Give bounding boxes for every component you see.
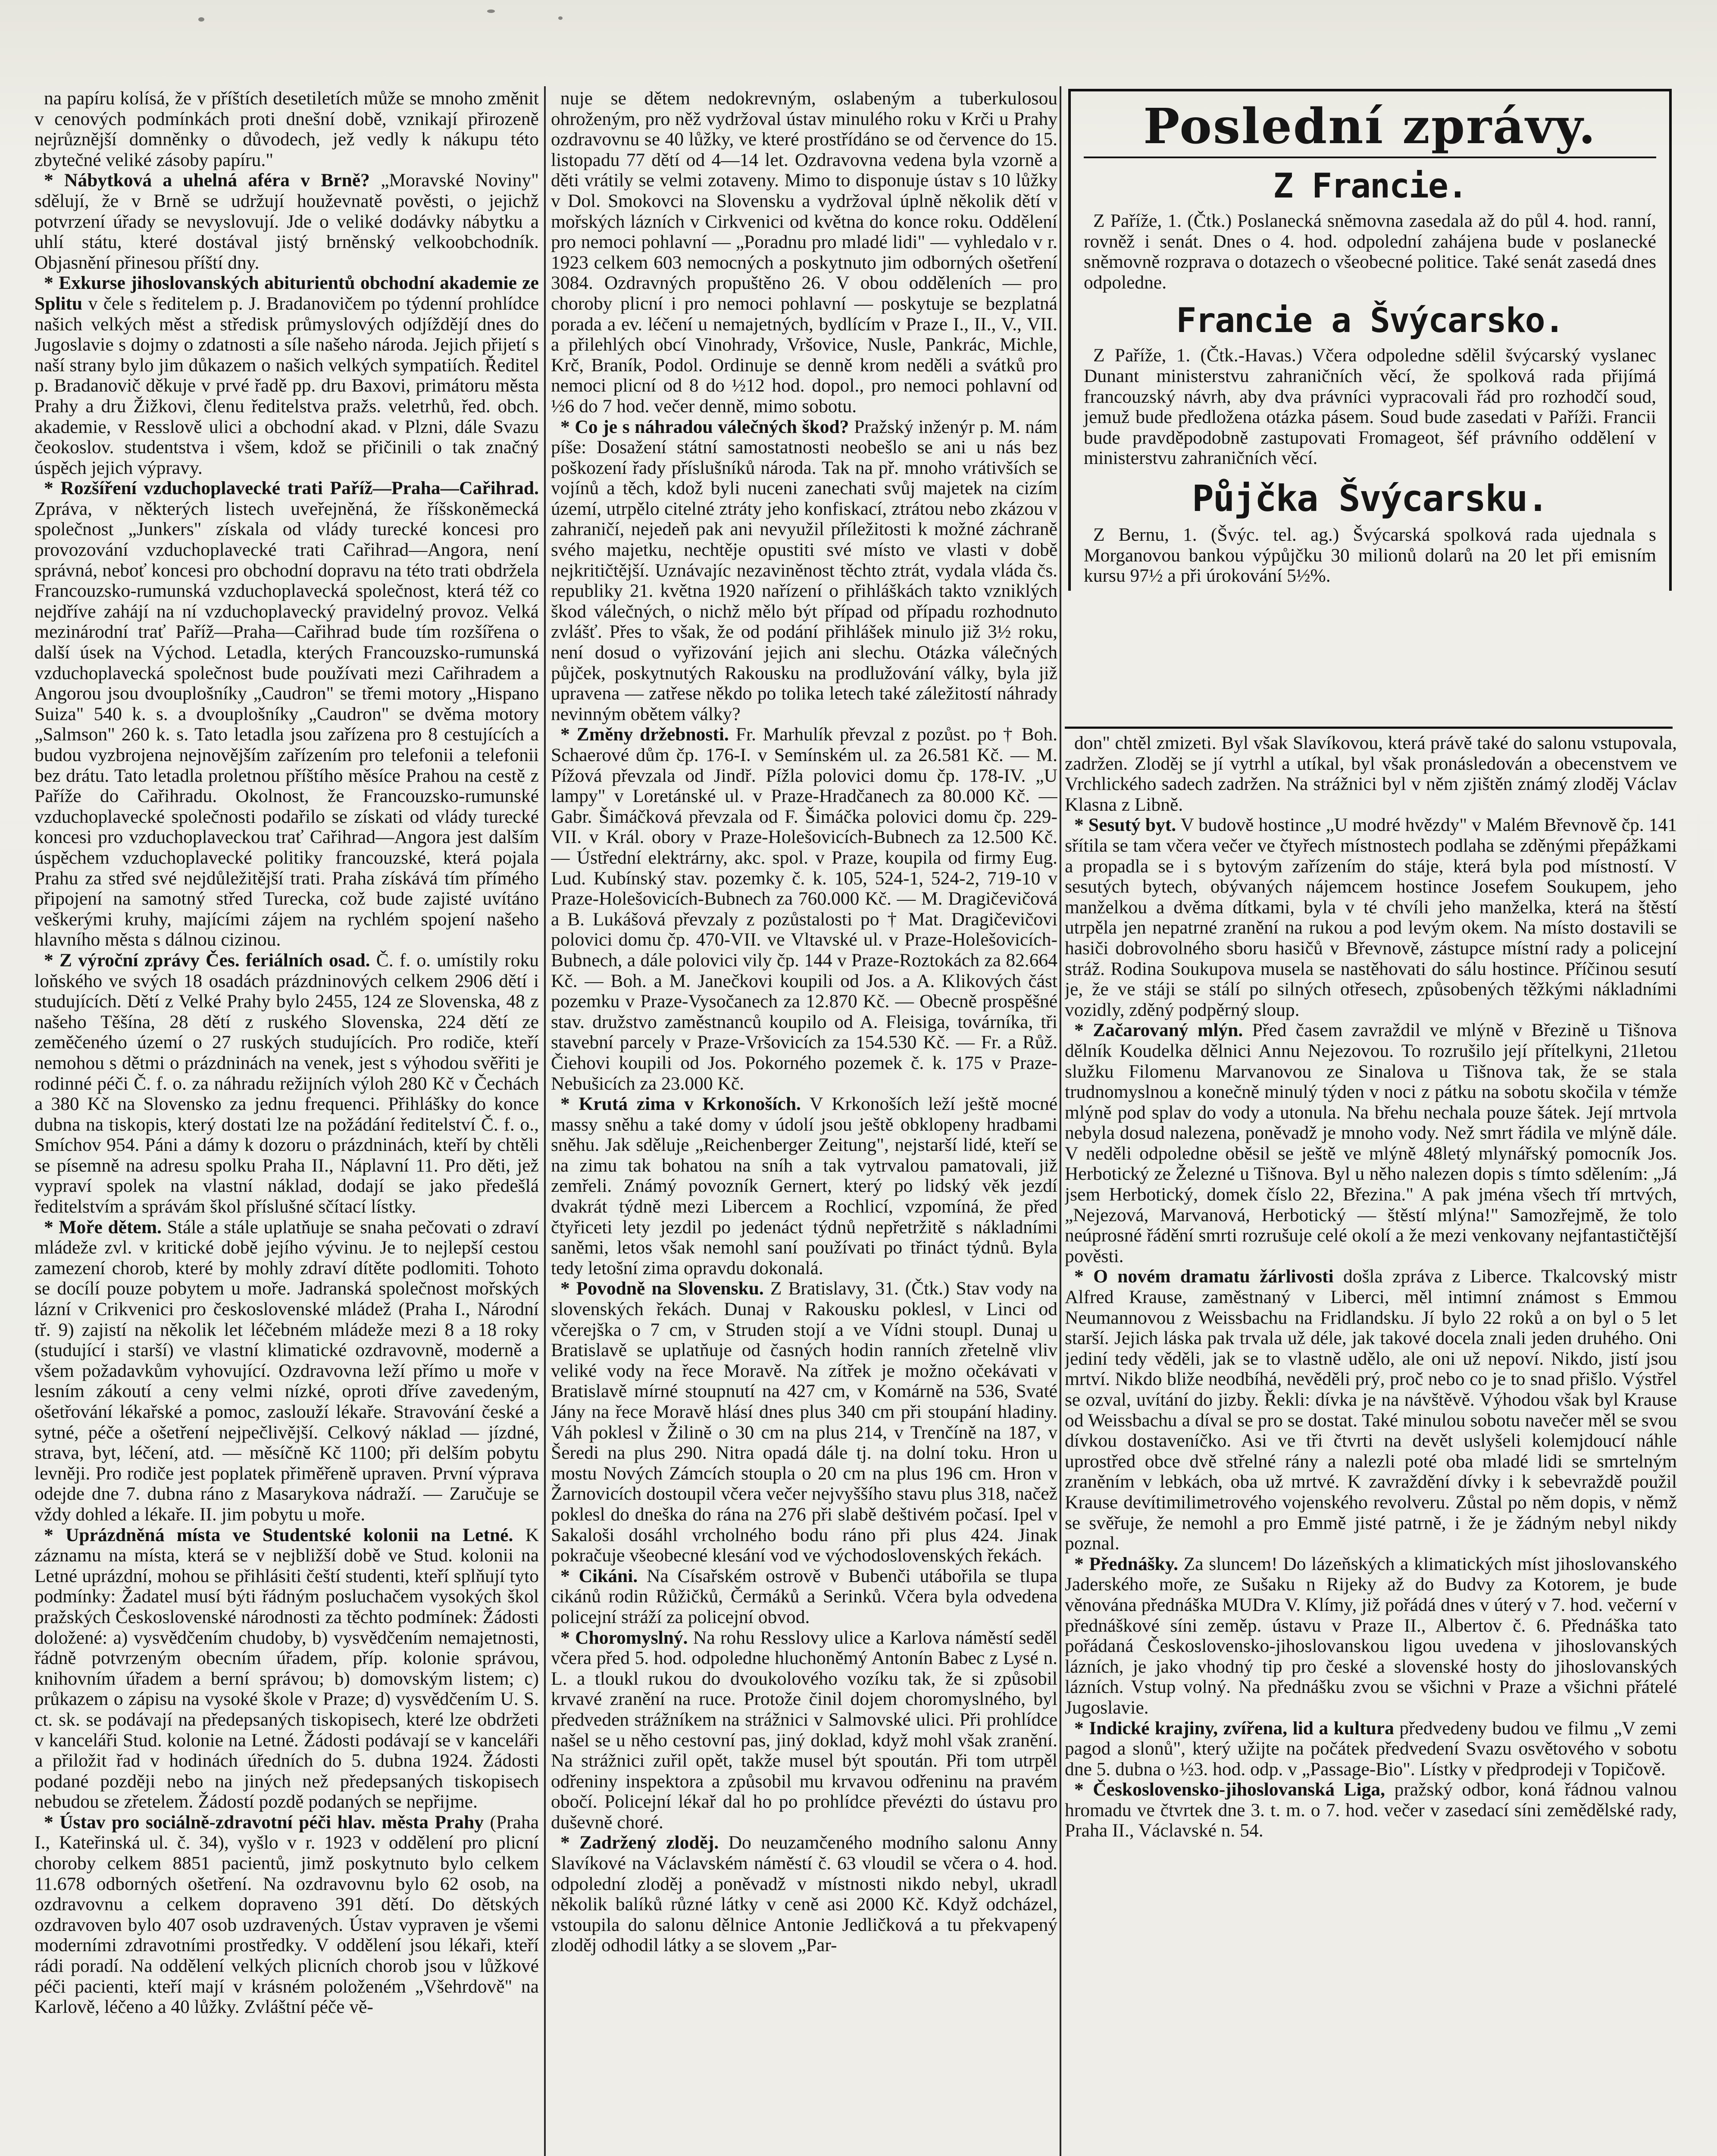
article-text: don" chtěl zmizeti. Byl však Slavíkovou, která právě také do salonu vstupovala, zadržen. Zloděj se jí vytrhl a utíkal, byl však pronásledován a obecenstvem ve Vrchlického sadech zadržen. Na strážnici byl v něm zjištěn známý zloděj Václav Klasna z Libně. [1065,733,1677,815]
article-headline: * Choromyslný. [560,1627,688,1648]
article-text: Za sluncem! Do lázeňských a klimatických míst jihoslovanského Jaderského moře, ze Sušaku n Rijeky až do Budvy za Kotorem, je bude věnována přednáška MUDra V. Klímy, již pořádá dnes v úterý v 7. hod. večerní v přednáškové síni zeměp. ústavu v Praze II., Albertov č. 6. Přednáška tato pořádaná Československo-jihoslovanskou ligou uvedena v jihoslovanských lázních, je jako vhodný tip pro české a slovenské hosty do jihoslovanských lázních. Vstup volný. Na přednášku zvou se všichni v Praze a všichni přátelé Jugoslavie. [1065,1553,1677,1718]
article-text: v čele s ředitelem p. J. Bradanovičem po týdenní prohlídce našich velkých měst a středisk průmyslových odjíždějí dnes do Jugoslavie s dojmy o zdatnosti a síle našeho národa. Jejich přijetí s naší strany bylo jim důkazem o našich velkých sympatiích. Ředitel p. Bradanovič děkuje v prvé řadě pp. dru Baxovi, primátoru města Prahy a dru Žižkovi, členu ředitelstva pražs. veletrhů, řed. obch. akademie, v Resslově ulici a obchodní akad. v Plzni, dále Svazu čeokoslov. studentstva i všem, kdož se přičinili o tak značný úspěch jejich výpravy. [34,293,539,478]
article-paragraph [1065,1780,1677,1841]
section-title-france: Z Francie. [1273,167,1467,206]
article-paragraph [34,273,539,478]
article-text: K záznamu na místa, která se v nejbližší době ve Stud. kolonii na Letné uprázdní, mohou se přihlásiti čeští studenti, kteří splňují tyto podmínky: Žadatel musí býti řádným posluchačem vysokých škol pražských Československé národnosti za těchto podmínek: Žádosti doložené: a) vysvědčením chudoby, b) vysvědčením nemajetnosti, řádně potvrzeným obecním úřadem, příp. kolonie správou, knihovním úřadem a berní správou; b) domovským listem; c) průkazem o zápisu na vysoké škole v Praze; d) vysvědčením U. S. ct. sk. se podávají na předepsaných tiskopisech, které lze obdržeti v kanceláři Stud. kolonie na Letné. Žádosti podávají se v kanceláři a přiložit řad v hodinách úředních do 5. dubna 1924. Žádosti podané později nebo na jiných než předepsaných tiskopisech nebudou se zřetelem. Žádostí pozdě podaných se nepřijme. [34,1524,539,1812]
article-paragraph [34,170,539,273]
article-headline: * Exkurse jihoslovanských abiturientů obchodní akademie ze Splitu [34,273,539,314]
section-text-france-switzerland: Z Paříže, 1. (Čtk.-Havas.) Včera odpoledne sdělil švýcarský vyslanec Dunant ministerstvu zahraničních věcí, že spolková rada přijímá francouzský návrh, aby dva právníci vypracovali řád pro rozhodčí soud, jemuž bude předložena otázka pásem. Soud bude zasedati v Paříži. Francii bude pravděpodobně zastupovati Fromageot, šéf právního oddělení v ministerstvu zahraničních věcí. [1084,345,1656,469]
article-text: nuje se dětem nedokrevným, oslabeným a tuberkulosou ohroženým, pro něž vydržoval ústav minulého roku v Krči u Prahy ozdravovnu se 40 lůžky, ve které prostřídáno se od července do 15. listopadu 77 dětí od 4—14 let. Ozdravovna vedena byla vzorně a děti vrátily se velmi zotaveny. Mimo to disponuje ústav s 10 lůžky v Dol. Smokovci na Slovensku a vydržoval úplně několik dětí v mořských lázních v Cirkvenici od května do konce roku. Oddělení pro nemoci pohlavní — „Poradnu pro mladé lidi" — vyhledalo v r. 1923 celkem 603 nemocných a poskytnuto jim odborných ošetření 3084. Ozdravných propuštěno 26. V obou odděleních — pro choroby plicní i pro nemoci pohlavní — poskytuje se bezplatná porada a ev. léčení u nemajetných, bydlícím v Praze I., II., V., VII. a přilehlých obcí Vinohrady, Vršovice, Nusle, Pankrác, Michle, Krč, Braník, Podol. Ordinuje se denně krom neděli a svátků pro nemoci plicní od 8 do ½12 hod. dopol., pro nemoci pohlavní od ½6 do 7 hod. večer denně, mimo sobotu. [551,88,1057,417]
article-headline: * Cikáni. [560,1565,638,1586]
section-title-france-switzerland: Francie a Švýcarsko. [1176,301,1564,341]
article-paragraph [551,1833,1057,1956]
article-text: V Krkonoších leží ještě mocné massy sněhu a také domy v údolí jsou ještě obklopeny hradbami sněhu. Jak sděluje „Reichenberger Zeitung", nejstarší lidé, kteří se na zimu tak bohatou na sníh a tak vytrvalou pamatovali, již zemřeli. Známý povozník Gernert, který po lidský věk jezdí dvakrát týdně mezi Libercem a Rochlicí, vzpomíná, že před čtyřiceti lety jezdil po jedenáct týdnů nepřetržitě s nákladními saněmi, letos však nemohl saní používati po třináct týdnů. Byla tedy letošní zima opravdu dokonalá. [551,1094,1057,1279]
latest-news-box [1068,89,1672,723]
article-paragraph [551,88,1057,417]
article-text: na papíru kolísá, že v příštích desetiletích může se mnoho změnit v cenových podmínkách proti dnešní době, vznikají přirozeně nejrůznější domněnky o důvodech, jež vedly k nákupu této zbytečné veliké zásoby papíru." [34,88,539,170]
section-title-swiss-loan: Půjčka Švýcarsku. [1192,477,1548,520]
article-text: Před časem zavraždil ve mlýně v Březině u Tišnova dělník Koudelka dělnici Annu Nejezovou. To rozrušilo její přítelkyni, 21letou služku Filomenu Marvanovou ze Sinalova u Tišnova tak, že se stala trudnomyslnou a konečně minulý týden v noci z pátku na sobotu skočila v témže mlýně pod splav do vody a utonula. Na břehu nechala pouze šátek. Její mrtvola nebyla dosud nalezena, poněvadž je mnoho vody. Než smrt řádila ve mlýně dále. V neděli odpoledne oběsil se ještě ve mlýně 48letý mlynářský pomocník Jos. Herbotický ze Železné u Tišnova. Byl u něho nalezen dopis s tímto sdělením: „Já jsem Herbotický, domek číslo 22, Březina." A pak jména všech tří mrtvých, „Nejezová, Marvanová, Herbotický — štěstí mlýna!" Samozřejmě, že tolo neúprosné řádění smrti rozrušuje celé okolí a že mezi venkovany nejfantastičtější pověsti. [1065,1020,1677,1266]
column-rule [544,86,546,2156]
column-rule [1060,86,1061,2156]
article-text: předvedeny budou ve filmu „V zemi pagod a slonů", který užijte na počátek předvedení Svazu osvětového v sobotu dne 5. dubna o ½3. hod. odp. v „Passage-Bio". Lístky v předprodeji v Topičově. [1065,1717,1677,1780]
article-paragraph [34,478,539,950]
article-paragraph [1065,733,1677,815]
section-text-swiss-loan: Z Bernu, 1. (Švýc. tel. ag.) Švýcarská spolková rada ujednala s Morganovou bankou výpůjčku 30 milionů dolarů na 20 let při emisním kursu 97½ a při úrokování 5½%. [1084,524,1656,586]
latest-news-frame [1068,89,1672,591]
article-paragraph [551,1279,1057,1566]
article-headline: * Povodně na Slovensku. [560,1278,764,1299]
article-headline: * Uprázdněná místa ve Studentské kolonii na Letné. [44,1524,513,1545]
article-headline: * Začarovaný mlýn. [1074,1020,1243,1041]
article-text: Č. f. o. umístily roku loňského ve svých 18 osadách prázdninových celkem 2906 dětí i studujících. Dětí z Velké Prahy bylo 2455, 124 ze Slovenska, 48 z našeho Těšína, 28 dětí z ruského Slovenska, 224 dětí ze zeměčeného území o 27 ruských studujících. Pro rodiče, kteří nemohou s dětmi o prázdninách na venek, jest s výhodou svěřiti je rodinné péči Č. f. o. za náhradu režijních výloh 280 Kč v Čechách a 380 Kč na Slovensko za jednu frequenci. Přihlášky do konce dubna na tiskopis, který dostati lze na požádání ředitelství Č. f. o., Smíchov 954. Páni a dámy k dozoru o prázdninách, kteří by chtěli se písemně na adresu spolku Praha II., Náplavní 11. Pro děti, jež vypraví spolek na vlastní náklad, dodají se jako předešlá ředitelstvím a správám škol příslušné sčítací lístky. [34,950,539,1217]
article-text: Fr. Marhulík převzal z pozůst. po † Boh. Schaerové dům čp. 176-I. v Semínském ul. za 26.581 Kč. — M. Pížová převzala od Jindř. Pížla polovici domu čp. 178-IV. „U lampy" v Loretánské ul. v Praze-Hradčanech za 80.000 Kč. — Gabr. Šimáčková převzala od F. Šimáčka polovici domu čp. 229-VII. v Král. obory v Praze-Holešovicích-Bubnech za 12.500 Kč. — Ústřední elektrárny, akc. spol. v Praze, koupila od firmy Eug. Lud. Kubínský stav. pozemky č. k. 105, 524-1, 524-2, 719-10 v Praze-Holešovicích-Bubnech za 760.000 Kč. — M. Dragičevičová a B. Lukášová převzaly z pozůstalosti po † Mat. Dragičevičovi polovici domu čp. 470-VII. ve Vltavské ul. v Praze-Holešovicích-Bubnech, a dále polovici vily čp. 144 v Praze-Roztokách za 82.664 Kč. — Boh. a M. Janečkovi koupili od Jos. a A. Klikových část pozemku v Praze-Vysočanech za 12.870 Kč. — Obecně prospěšné stav. družstvo zaměstnanců koupilo od A. Fleisiga, továrníka, tři stavební parcely v Praze-Vršovicích za 154.530 Kč. — Fr. a Růž. Čiehovi koupili od Jos. Pokorného pozemek č. k. 175 v Praze-Nebušicích za 23.000 Kč. [551,724,1057,1094]
article-text: Stále a stále uplatňuje se snaha pečovati o zdraví mládeže zvl. v kritické době jejího vývinu. Je to nejlepší cestou zamezení chorob, které by mohly zdraví dítěte podlomiti. Tohoto se docílí pouze pobytem u moře. Jadranská společnost mořských lázní v Crikvenici pro československé mládež (Praha I., Národní tř. 9) zajistí na několik let léčebném mládeže mezi 8 a 18 roky (studující i starší) ve vlastní klimatické ozdravovně, moderně a všem požadavkům vyhovující. Ozdravovna leží přímo u moře v lesním zákoutí a ceny velmi nízké, oproti dříve zavedeným, ošetřování lékařské a pomoc, zaslouží lékaře. Stravování české a sytné, péče a ošetření nejpečlivější. Celkový náklad — jízdné, strava, byt, léčení, atd. — měsíčně Kč 1100; při delším pobytu levněji. Pro rodiče jest poplatek přiměřeně upraven. První výprava odejde dne 7. dubna ráno z Masarykova nádraží. — Zaručuje se vždy dohled a lékaře. II. jim pobytu u moře. [34,1216,539,1525]
article-text: Do neuzamčeného modního salonu Anny Slavíkové na Václavském náměstí č. 63 vloudil se včera o 4. hod. odpolední zloděj a poněvadž v místnosti nikdo nebyl, ukradl několik balíků různé látky v ceně asi 2000 Kč. Když odcházel, vstoupila do salonu dělnice Antonie Jedličková a tu překvapený zloděj odhodil látky a se slovem „Par- [551,1832,1057,1956]
article-paragraph [551,1628,1057,1833]
article-paragraph [34,1525,539,1812]
article-paragraph [1065,1266,1677,1554]
article-headline: * Z výroční zprávy Čes. feriálních osad. [44,950,370,971]
article-text: Na Císařském ostrově v Bubenči utábořila se tlupa cikánů rodin Růžičků, Čermáků a Serinků. Včera byla odvedena policejní stráží za policejní obvod. [551,1565,1057,1627]
print-speck [198,17,204,22]
article-paragraph [551,724,1057,1094]
article-text: pražský odbor, koná řádnou valnou hromadu ve čtvrtek dne 3. t. m. o 7. hod. večer v zasedací síni zemědělské rady, Praha II., Václavské n. 54. [1065,1779,1677,1841]
article-headline: * Indické krajiny, zvířena, lid a kultura [1074,1717,1394,1739]
print-speck [487,9,495,13]
article-text: Zpráva, v některých listech uveřejněná, že říšskoněmecká společnost „Junkers" získala od vlády turecké koncesi pro provozování vzduchoplavecké trati Cařihrad—Angora, není správná, neboť koncesi pro obchodní dopravu na této trati obdržela Francouzsko-rumunská vzduchoplavecká společnost, která též co nejdříve zahájí na ní vzduchoplavecký pravidelný provoz. Velká mezinárodní trať Paříž—Praha—Cařihrad bude tím rozšířena o další úsek na Východ. Letadla, kterých Francouzsko-rumunská vzduchoplavecká společnost bude používati mezi Cařihradem a Angorou jsou dvouplošníky „Caudron" se třemi motory „Hispano Suiza" 540 k. s. a dvouplošníky „Caudron" se dvěma motory „Salmson" 260 k. s. Tato letadla jsou zařízena pro 8 cestujících a budou vyzbrojena nejnovějším zařízením pro telefonii a telefonii bez drátu. Tato letadla proletnou příštího měsíce Prahou na cestě z Paříže do Cařihradu. Okolnost, že Francouzsko-rumunské vzduchoplavecké společnosti podařilo se získati od vlády turecké koncesi pro vzduchoplaveckou trať Cařihrad—Angora jest dalším úspěchem vzduchoplavecké politiky francouzské, která pojala Prahu za střed své nejdůležitější trati. Praha získává tím přímého připojení na samotný střed Turecka, což bude zajisté uvítáno veškerými kruhy, majícími zájem na rychlém spojení našeho hlavního města s dálnou cizinou. [34,498,539,950]
article-headline: * Sesutý byt. [1074,815,1176,836]
article-headline: * Co je s náhradou válečných škod? [560,416,849,437]
article-text: došla zpráva z Liberce. Tkalcovský mistr Alfred Krause, zaměstnaný v Liberci, měl intimní známost s Emmou Neumannovou z Weissbachu na Fridlandsku. Jí bylo 22 roků a on byl o 5 let starší. Jejich láska pak trvala už déle, jak takové docela znali jeden druhého. Oni jediní tedy věděli, jak se to vlastně udělo, ale oni už nepoví. Nikdo, jistí jsou mrtví. Nikdo bliže neodbíhá, nevěděli prý, proč nebo co je to snad přišlo. Výstřel se ozval, uvítání do jizby. Řekli: dívka je na návštěvě. Výhodou však byl Krause od Weissbachu a díval se pro se dostat. Také minulou sobotu navečer měl se svou dívkou dostaveníčko. Asi ve tři čtvrti na devět uslyšeli kolemjdoucí náhle uprostřed obce dvě střelné rány a nalezli poté oba mladé lidi se smrtelným zraněním v lebkách, oba už mrtvé. K zavraždění dívky i k sebevraždě použil Krause devítimilimetrového vojenského revolveru. Zůstal po něm dopis, v němž se svěřuje, že nemohl a pro Emmě jisté patrně, i že je žádným nebyl nikdy poznal. [1065,1266,1677,1554]
article-headline: * Československo-jihoslovanská Liga, [1074,1779,1385,1800]
article-headline: * Krutá zima v Krkonoších. [560,1094,801,1115]
article-text: Z Bratislavy, 31. (Čtk.) Stav vody na slovenských řekách. Dunaj v Rakousku poklesl, v Linci od včerejška o 7 cm, v Struden stojí a ve Vídni stoupl. Dunaj u Bratislavě se uplatňuje od časných hodin ranních zřetelně vliv veliké vody na řece Moravě. Na zítřek je možno očekávati v Bratislavě mírné stoupnutí na 427 cm, v Komárně na 536, Svaté Jány na řece Moravě hlásí dnes plus 340 cm při stoupání hladiny. Váh poklesl v Žilině o 30 cm na plus 214, v Trenčíně na 187, v Šeredi na plus 290. Nitra opadá dále tj. na dolní toku. Hron u mostu Nových Zámcích stoupla o 20 cm na plus 196 cm. Hron v Žarnovicích dostoupil včera večer nejvyššího stavu plus 318, načež poklesl do dneška do rána na 276 při slabě deštivém počasí. Ipel v Sakaloši dosáhl vrcholného bodu ráno při plus 424. Jinak pokračuje všeobecné klesání vod ve východoslovenských řekách. [551,1278,1057,1566]
column-1 [34,88,539,2156]
article-text: „Moravské Noviny" sdělují, že v Brně se udržují houževnatě pověsti, o jejichž potvrzení úřady se nevyslovují. Jde o veliké dodávky nábytku a uhlí státu, které dostával jistý brněnský velkoobchodník. Objasnění přinesou příští dny. [34,170,539,273]
column-2 [551,88,1057,2156]
article-paragraph [1065,1554,1677,1718]
article-paragraph [551,1566,1057,1628]
article-text: Pražský inženýr p. M. nám píše: Dosažení státní samostatnosti neobešlo se ani u nás bez poškození řady příslušníků národa. Tak na př. mnoho vrátivších se vojínů a těch, kdož byli nuceni zanechati svůj majetek na cizím území, utrpělo citelné ztráty jeho konfiskací, ztrátou nebo zkázou v zahraničí, nejedeň pak ani nevyužil příležitosti k možné záchraně svého majetku, nechtěje opustiti své místo ve vlasti v době nejkritičtější. Uznávajíc nezaviněnost těchto ztrát, vydala vláda čs. republiky 21. května 1920 nařízení o přihláškách takto vzniklých škod válečných, o nichž mělo být případ od případu rozhodnuto zvlášť. Přes to však, že od podání přihlášek minulo již 3½ roku, není dosud o vyřizování jejich ani slechu. Otázka válečných půjček, poskytnutých Rakousku na prodlužování války, byla již upravena — zatřese někdo po tolika letech také záležitostí náhrady nevinným obětem války? [551,416,1057,724]
article-headline: * Moře dětem. [44,1216,162,1238]
article-paragraph [34,1217,539,1525]
article-headline: * O novém dramatu žárlivosti [1074,1266,1334,1287]
section-separator [1065,727,1673,729]
article-text: V budově hostince „U modré hvězdy" v Malém Břevnově čp. 141 sřítila se tam včera večer ve čtyřech místnostech podlaha se zděnými přepážkami a propadla se i s bytovým zařízením do stáje, která byla pod místností. V sesutých bytech, obývaných nájemcem hostince Josefem Soukupem, jeho manželkou a dvěma dítkami, byla v té chvíli jeho manželka, která na štěstí utrpěla jen nepatrné zranění na rukou a pod levým okem. Na místo dostavili se hasiči dobrovolného sboru hasičů v Břevnově, zástupce místní rady a policejní stráž. Rodina Soukupova musela se nastěhovati do sálu hostince. Příčinou sesutí je, že ve stáji se stálí po silných otřesech, způsobených těžkými nákladními vozidly, zděný podpěrný sloup. [1065,815,1677,1020]
latest-news-banner: Poslední zprávy. [1084,98,1656,158]
article-paragraph [1065,1718,1677,1780]
article-headline: * Přednášky. [1074,1553,1179,1574]
print-speck [558,16,563,20]
article-paragraph [551,417,1057,725]
article-paragraph [34,88,539,170]
article-headline: * Zadržený zloděj. [560,1832,719,1853]
article-paragraph [1065,815,1677,1020]
article-text: Na rohu Resslovy ulice a Karlova náměstí seděl včera před 5. hod. odpoledne hluchoněmý Antonín Babec z Lysé n. L. a tloukl rukou do dvoukolového vozíku tak, že si způsobil krvavé zranění na ruce. Protože činil dojem choromyslného, byl předveden strážníkem na strážnici v Salmovské ulici. Při prohlídce našel se u něho cestovní pas, jiný doklad, když mohl však zranění. Na strážnici zuřil opět, takže musel být spoután. Při tom utrpěl odřeniny inspektora a způsobil mu krvavou odřeninu na pravém obočí. Policejní lékař dal ho po prohlídce převézti do ústavu pro duševně choré. [551,1627,1057,1833]
article-headline: * Ústav pro sociálně-zdravotní péči hlav. města Prahy [44,1811,484,1833]
article-headline: * Nábytková a uhelná aféra v Brně? [44,170,370,191]
article-headline: * Rozšíření vzduchoplavecké trati Paříž—Praha—Cařihrad. [44,478,539,499]
article-paragraph [34,1812,539,2018]
article-text: (Praha I., Kateřinská ul. č. 34), vyšlo v r. 1923 v oddělení pro plicní choroby celkem 8851 pacientů, jimž poskytnuto bylo celkem 11.678 odborných ošetření. Na ozdravovnu bylo 62 osob, na ozdravovnu a celkem dopraveno 391 dětí. Do dětských ozdravoven bylo 407 osob uzdravených. Ústav vypraven je všemi moderními zdravotními prostředky. V oddělení jsou lékaři, kteří rádi poradí. Na oddělení velkých plicních chorob jsou v lůžkové péči pacienti, kteří mají v krásném položeném „Všehrdově" na Karlově, léčeno a 40 lůžky. Zvláštní péče vě- [34,1811,539,2018]
article-paragraph [551,1094,1057,1279]
section-text-france: Z Paříže, 1. (Čtk.) Poslanecká sněmovna zasedala až do půl 4. hod. ranní, rovněž i senát. Dnes o 4. hod. odpolední zahájena bude v poslanecké sněmovně rozprava o dotazech o všeobecné politice. Také senát zasedá dnes odpoledne. [1084,210,1656,293]
article-headline: * Změny držebnosti. [560,724,729,745]
article-paragraph [34,950,539,1217]
article-paragraph [1065,1020,1677,1266]
column-3 [1065,733,1677,2156]
